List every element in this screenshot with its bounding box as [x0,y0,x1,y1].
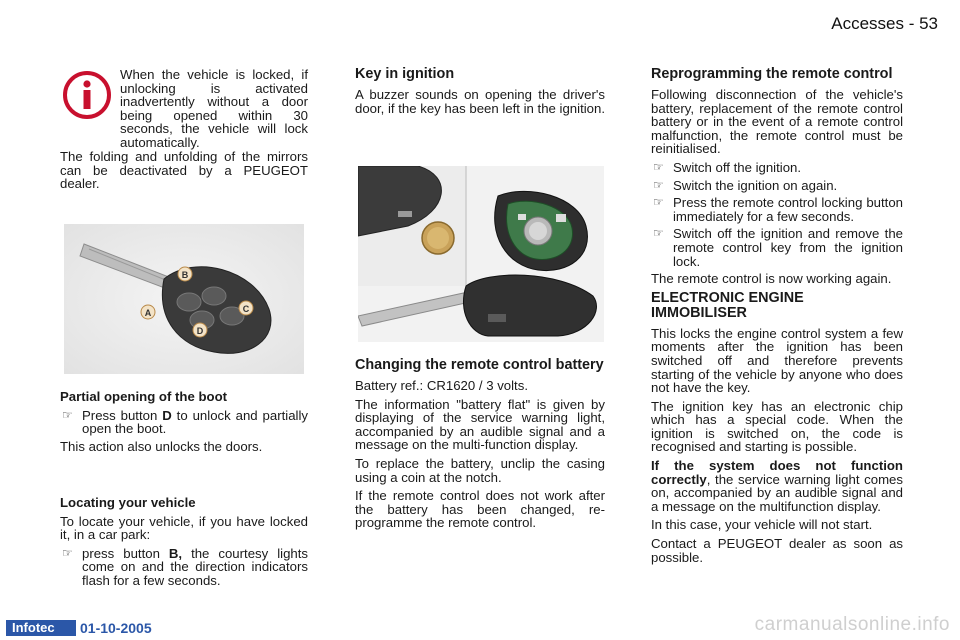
key-ignition-text: A buzzer sounds on opening the driver's door, if the key has been left in the ignition. [355,87,605,116]
left-intro-block [60,150,308,196]
infotec-logo: Infotec [6,620,76,636]
reprogram-step: ☞ Switch off the ignition and remove the remote control key from the ignition lock. [653,226,903,269]
battery-heading: Changing the remote control battery [355,357,604,373]
locate-heading: Locating your vehicle [60,495,196,510]
battery-ref: Battery ref.: CR1620 / 3 volts. [355,378,528,393]
key-label-a [141,305,155,319]
battery-replacement-illustration [358,166,604,342]
key-ignition-section [355,67,605,120]
hand-pointer-icon: ☞ [62,545,73,560]
locate-section [60,496,308,592]
reprogram-step: ☞ Press the remote control locking button immediately for a few seconds. [653,195,903,224]
key-label-b [178,267,192,281]
locate-bullet: ☞ press button B, the courtesy lights come on and the direction indicators flash for a few seconds. [62,545,308,588]
svg-text:D: D [196,326,204,336]
boot-heading: Partial opening of the boot [60,389,228,404]
battery-info-1: The information "battery flat" is given by displaying of the service warning light, accompanied by an audible signal and a message on the multi-function display. [355,396,605,453]
key-ignition-heading: Key in ignition [355,66,455,82]
immobiliser-heading: ELECTRONIC ENGINE IMMOBILISER [651,289,804,321]
page-header: Accesses - 53 [831,14,938,33]
button-b-ref: B, [168,545,183,561]
hand-pointer-icon: ☞ [62,407,73,422]
site-watermark: carmanualsonline.info [754,614,950,635]
boot-note: This action also unlocks the doors. [60,438,263,454]
reprogram-heading: Reprogramming the remote control [651,66,893,82]
key-label-d [193,323,207,337]
info-warning-icon [62,70,112,120]
boot-bullet: ☞ Press button D to unlock and partially open the boot. [62,407,308,437]
hand-pointer-icon: ☞ [653,195,664,210]
reprogram-done: The remote control is now working again. [651,271,892,287]
warning-text: When the vehicle is locked, if unlocking is activated inadvertently without a door being opened within 30 seconds, the vehicle will lock automatically. [120,67,308,150]
locate-intro: To locate your vehicle, if you have locked it, in a car park: [60,513,308,543]
boot-section [60,390,308,458]
immobiliser-p1: This locks the engine control system a few moments after the ignition has been switched off and therefore prevents starting of the vehicle by anyone who does not have the key. [651,325,903,396]
button-d-ref: D [162,407,172,423]
battery-section [355,358,605,535]
immobiliser-p2: The ignition key has an electronic chip which has a special code. When the ignition is switched on, the code is recognised and starting is possible. [651,398,903,455]
reprogram-intro: Following disconnection of the vehicle's battery, replacement of the remote control battery or in the event of a remote control malfunction, the remote control must be reinitialised. [651,87,903,157]
svg-text:C: C [242,304,250,314]
key-label-c [239,301,253,315]
reprogram-step: ☞ Switch the ignition on again. [653,177,838,193]
immobiliser-p3: If the system does not function correctly, the service warning light comes on, accompanied by an audible signal and a message on the multifunction display. [651,458,903,514]
svg-text:B: B [181,270,189,280]
hand-pointer-icon: ☞ [653,159,664,174]
reprogram-step: ☞ Switch off the ignition. [653,159,802,175]
battery-info-3: If the remote control does not work after the battery has been changed, re-programme the remote control. [355,488,605,531]
svg-text:A: A [144,308,152,318]
mirror-note: The folding and unfolding of the mirrors can be deactivated by a PEUGEOT dealer. [60,149,308,192]
hand-pointer-icon: ☞ [653,226,664,241]
immobiliser-p4: In this case, your vehicle will not start. [651,517,873,533]
battery-info-2: To replace the battery, unclip the casing using a coin at the notch. [355,455,605,485]
hand-pointer-icon: ☞ [653,177,664,192]
key-fob-illustration [64,224,304,374]
edition-date: 01-10-2005 [80,620,152,636]
immobiliser-p5: Contact a PEUGEOT dealer as soon as possible. [651,536,903,565]
reprogram-section [651,67,903,569]
